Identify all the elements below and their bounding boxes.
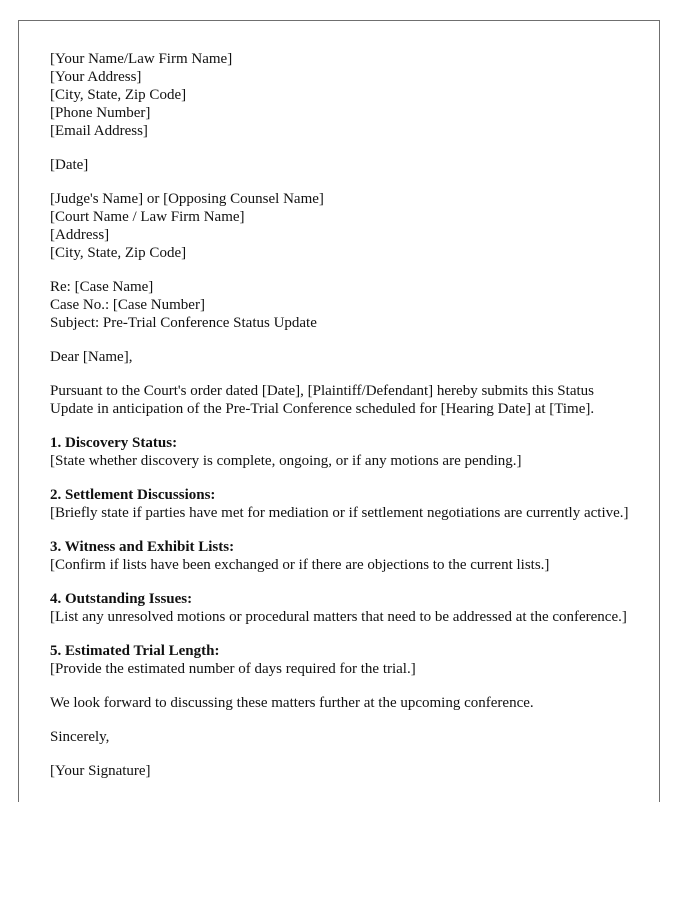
intro-paragraph: Pursuant to the Court's order dated [Date], [Plaintiff/Defendant] hereby submits this Status Update in anticipation of the Pre-Trial Conference scheduled for [Hearing Date] at [Time]. — [50, 383, 595, 417]
valediction-block — [50, 728, 630, 746]
section-discovery-status — [50, 434, 630, 470]
subject-line: Subject: Pre-Trial Conference Status Update — [50, 315, 317, 331]
section-title: 3. Witness and Exhibit Lists: — [50, 539, 235, 555]
section-witness-exhibit-lists — [50, 538, 630, 574]
section-title: 4. Outstanding Issues: — [50, 591, 193, 607]
section-estimated-trial-length — [50, 642, 630, 678]
section-outstanding-issues — [50, 590, 630, 626]
re-line: Re: [Case Name] — [50, 279, 154, 295]
section-title: 1. Discovery Status: — [50, 435, 178, 451]
letter-page — [18, 20, 660, 802]
section-text: [Confirm if lists have been exchanged or if there are objections to the current lists.] — [50, 557, 550, 573]
sender-name: [Your Name/Law Firm Name] — [50, 51, 233, 67]
sender-email: [Email Address] — [50, 123, 148, 139]
section-title: 5. Estimated Trial Length: — [50, 643, 220, 659]
sender-phone: [Phone Number] — [50, 105, 151, 121]
recipient-block — [50, 190, 630, 262]
recipient-name: [Judge's Name] or [Opposing Counsel Name] — [50, 191, 324, 207]
closing-paragraph: We look forward to discussing these matters further at the upcoming conference. — [50, 695, 534, 711]
letter-date: [Date] — [50, 157, 89, 173]
section-text: [List any unresolved motions or procedural matters that need to be addressed at the conference.] — [50, 609, 627, 625]
salutation-block — [50, 348, 630, 366]
sender-block — [50, 50, 630, 140]
reference-block — [50, 278, 630, 332]
recipient-city-state-zip: [City, State, Zip Code] — [50, 245, 187, 261]
section-settlement-discussions — [50, 486, 630, 522]
signature-line: [Your Signature] — [50, 763, 151, 779]
valediction: Sincerely, — [50, 729, 110, 745]
letter-content — [50, 50, 630, 796]
sender-address: [Your Address] — [50, 69, 142, 85]
section-text: [Provide the estimated number of days required for the trial.] — [50, 661, 416, 677]
date-block — [50, 156, 630, 174]
section-title: 2. Settlement Discussions: — [50, 487, 216, 503]
signature-block — [50, 762, 630, 780]
section-text: [Briefly state if parties have met for mediation or if settlement negotiations are currently active.] — [50, 505, 629, 521]
section-text: [State whether discovery is complete, ongoing, or if any motions are pending.] — [50, 453, 522, 469]
sender-city-state-zip: [City, State, Zip Code] — [50, 87, 187, 103]
salutation: Dear [Name], — [50, 349, 133, 365]
case-number-line: Case No.: [Case Number] — [50, 297, 205, 313]
recipient-address: [Address] — [50, 227, 110, 243]
recipient-organization: [Court Name / Law Firm Name] — [50, 209, 245, 225]
